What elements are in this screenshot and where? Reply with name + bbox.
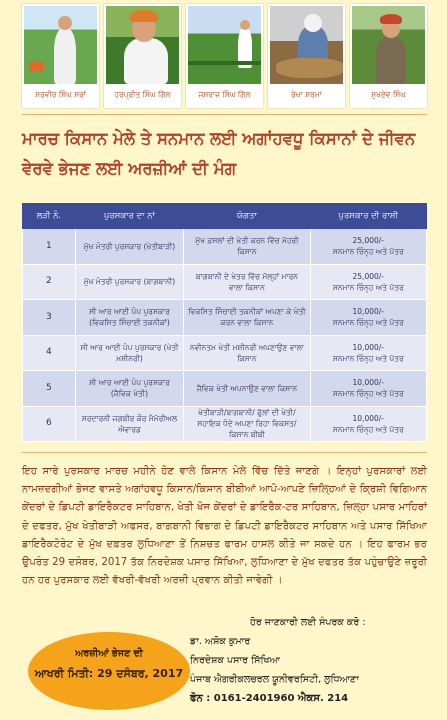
photo-farmer-5 bbox=[350, 4, 427, 108]
cell-prize bbox=[310, 371, 426, 407]
prize-amount: 25,000/- bbox=[352, 236, 384, 246]
cell-prize bbox=[310, 264, 426, 300]
cell-serial: 4 bbox=[23, 335, 76, 371]
prize-amount: 25,000/- bbox=[352, 271, 384, 281]
photo-caption: ਸੁਖਦੇਵ ਸਿੰਘ bbox=[352, 84, 425, 106]
cell-award-name: ਸੀ ਆਰ ਆਈ ਪੰਪ ਪੁਰਸਕਾਰ (ਖੇਤੀ ਮਸ਼ੀਨਰੀ) bbox=[75, 335, 183, 371]
photo-caption: ਜਸਰਾਜ ਸਿੰਘ ਗਿੱਲ bbox=[188, 84, 261, 106]
cell-award-name: ਸਰਦਾਰਨੀ ਜਗਬੀਰ ਕੌਰ ਮੈਮੋਰੀਅਲ ਐਵਾਰਡ bbox=[75, 406, 183, 442]
cell-prize bbox=[310, 229, 426, 265]
contact-lead: ਹੋਰ ਜਾਣਕਾਰੀ ਲਈ ਸੰਪਰਕ ਕਰੋ : bbox=[250, 617, 366, 628]
cell-prize bbox=[310, 335, 426, 371]
table-row bbox=[23, 300, 427, 336]
cell-prize bbox=[310, 406, 426, 442]
divider bbox=[22, 114, 427, 115]
cell-award-name: ਸੀ ਆਰ ਆਈ ਪੰਪ ਪੁਰਸਕਾਰ (ਜੈਵਿਕ ਖੇਤੀ) bbox=[75, 371, 183, 407]
cell-eligibility: ਵਿਕਸਿਤ ਸਿੰਚਾਈ ਤਕਨੀਕਾਂ ਅਪਣਾ ਕੇ ਖੇਤੀ ਕਰਨ ਵਾਲਾ ਕਿਸਾਨ bbox=[184, 300, 310, 336]
table-row bbox=[23, 264, 427, 300]
photo-caption: ਰੇਖਾ ਸ਼ਰਮਾ bbox=[270, 84, 343, 106]
page-title: ਮਾਰਚ ਕਿਸਾਨ ਮੇਲੇ ਤੇ ਸਨਮਾਨ ਲਈ ਅਗਾਂਹਵਧੂ ਕਿਸਾਨਾਂ ਦੇ ਜੀਵਨ ਵੇਰਵੇ ਭੇਜਣ ਲਈ ਅਰਜ਼ੀਆਂ ਦੀ ਮੰਗ bbox=[22, 129, 416, 178]
prize-amount: 10,000/- bbox=[352, 342, 384, 352]
prize-award: ਸਨਮਾਨ ਚਿੰਨ੍ਹ ਅਤੇ ਪੱਤਰ bbox=[332, 318, 404, 328]
contact-block bbox=[190, 613, 430, 708]
deadline-date: ਆਖਰੀ ਮਿਤੀ: 29 ਦਸੰਬਰ, 2017 bbox=[34, 667, 184, 680]
prize-award: ਸਨਮਾਨ ਚਿੰਨ੍ਹ ਅਤੇ ਪੱਤਰ bbox=[332, 353, 404, 363]
cell-serial: 1 bbox=[23, 229, 76, 265]
prize-award: ਸਨਮਾਨ ਚਿੰਨ੍ਹ ਅਤੇ ਪੱਤਰ bbox=[332, 424, 404, 434]
cell-serial: 5 bbox=[23, 371, 76, 407]
contact-phone: ਫੋਨ : 0161-2401960 ਐਕਸ. 214 bbox=[190, 693, 349, 704]
column-header-prize: ਪੁਰਸਕਾਰ ਦੀ ਰਾਸ਼ੀ bbox=[310, 204, 426, 229]
prize-amount: 10,000/- bbox=[352, 307, 384, 317]
column-header-eligibility: ਯੋਗਤਾ bbox=[184, 204, 310, 229]
column-header-serial: ਲੜੀ ਨੰ. bbox=[23, 204, 76, 229]
cell-eligibility: ਨਵੀਨਤਮ ਖੇਤੀ ਮਸ਼ੀਨਰੀ ਅਪਣਾਉਣ ਵਾਲਾ ਕਿਸਾਨ bbox=[184, 335, 310, 371]
contact-designation: ਨਿਰਦੇਸ਼ਕ ਪਸਾਰ ਸਿੱਖਿਆ bbox=[190, 655, 280, 666]
photo-farmer-2 bbox=[104, 4, 181, 108]
cell-award-name: ਮੁੱਖ ਮੰਤਰੀ ਪੁਰਸਕਾਰ (ਖੇਤੀਬਾੜੀ) bbox=[75, 229, 183, 265]
prize-amount: 10,000/- bbox=[352, 378, 384, 388]
table-row bbox=[23, 371, 427, 407]
prize-award: ਸਨਮਾਨ ਚਿੰਨ੍ਹ ਅਤੇ ਪੱਤਰ bbox=[332, 389, 404, 399]
deadline-label: ਅਰਜ਼ੀਆਂ ਭੇਜਣ ਦੀ bbox=[75, 648, 143, 659]
table-row bbox=[23, 229, 427, 265]
photo-farmer-1 bbox=[22, 4, 99, 108]
table-row bbox=[23, 406, 427, 442]
divider bbox=[22, 452, 427, 453]
cell-serial: 3 bbox=[23, 300, 76, 336]
column-header-award-name: ਪੁਰਸਕਾਰ ਦਾ ਨਾਂ bbox=[75, 204, 183, 229]
photo-caption: ਸਰਵੀਰ ਸਿੰਘ ਸਰਾਂ bbox=[24, 84, 97, 106]
photo-farmer-3 bbox=[186, 4, 263, 108]
photo-farmer-4 bbox=[268, 4, 345, 108]
table-header-row bbox=[23, 204, 427, 229]
prize-award: ਸਨਮਾਨ ਚਿੰਨ੍ਹ ਅਤੇ ਪੱਤਰ bbox=[332, 247, 404, 257]
deadline-badge bbox=[28, 632, 190, 710]
cell-eligibility: ਜੈਵਿਕ ਖੇਤੀ ਅਪਨਾਉਣ ਵਾਲਾ ਕਿਸਾਨ bbox=[184, 371, 310, 407]
awards-table bbox=[22, 203, 427, 442]
info-paragraph: ਇਹ ਸਾਰੇ ਪੁਰਸਕਾਰ ਮਾਰਚ ਮਹੀਨੇ ਹੋਣ ਵਾਲੇ ਕਿਸਾਨ ਮੇਲੇ ਵਿੱਚ ਦਿੱਤੇ ਜਾਣਗੇ । ਇਨ੍ਹਾਂ ਪੁਰਸਕਾਰਾਂ ਲਈ ਨਾਮਜ਼ਦਗੀਆਂ ਭੇਜਣ ਵਾਸਤੇ ਅਗਾਂਹਵਧੂ ਕਿਸਾਨ/ਕਿਸਾਨ ਬੀਬੀਆਂ ਆਪੋ-ਆਪਣੇ ਜ਼ਿਲ੍ਹਿਆਂ ਦੇ ਕ੍ਰਿਸ਼ੀ ਵਿਗਿਆਨ ਕੇਂਦਰਾਂ ਦੇ ਡਿਪਟੀ ਡਾਇਰੈਕਟਰ ਸਾਹਿਬਾਨ, ਖੇਤੀ ਖੋਜ ਕੇਂਦਰਾਂ ਦੇ ਡਾਇਰੈਕ-ਟਰ ਸਾਹਿਬਾਨ, ਜ਼ਿਲ੍ਹਾ ਪਸਾਰ ਮਾਹਿਰਾਂ ਦੇ ਦਫਤਰ, ਮੁੱਖ ਖੇਤੀਬਾੜੀ ਅਫਸਰ, ਬਾਗਬਾਨੀ ਵਿਭਾਗ ਦੇ ਡਿਪਟੀ ਡਾਇਰੈਕਟਰ ਸਾਹਿਬਾਨ ਅਤੇ ਪਸਾਰ ਸਿੱਖਿਆ ਡਾਇਰੈਕਟੋਰੇਟ ਦੇ ਮੁੱਖ ਦਫ਼ਤਰ ਲੁਧਿਆਣਾ ਤੋਂ ਨਿਸ਼ਚਤ ਫਾਰਮ ਹਾਸਲ ਕੀਤੇ ਜਾ ਸਕਦੇ ਹਨ । ਇਹ ਫਾਰਮ ਭਰ ਉਪਰੰਤ 29 ਦਸੰਬਰ, 2017 ਤੱਕ ਨਿਰਦੇਸ਼ਕ ਪਸਾਰ ਸਿੱਖਿਆ, ਲੁਧਿਆਣਾ ਦੇ ਮੁੱਖ ਦਫਤਰ ਤੱਕ ਪਹੁੰਚਾਉਣੇ ਜ਼ਰੂਰੀ ਹਨ ਹਰ ਪੁਰਸਕਾਰ ਲਈ ਵੱਖਰੀ-ਵੱਖਰੀ ਅਰਜ਼ੀ ਪ੍ਰਵਾਨ ਕੀਤੀ ਜਾਵੇਗੀ । bbox=[22, 466, 427, 587]
cell-eligibility: ਬਾਗਬਾਨੀ ਦੇ ਖੇਤਰ ਵਿੱਚ ਮੱਲ੍ਹਾਂ ਮਾਰਨ ਵਾਲਾ ਕਿਸਾਨ bbox=[184, 264, 310, 300]
prize-award: ਸਨਮਾਨ ਚਿੰਨ੍ਹ ਅਤੇ ਪੱਤਰ bbox=[332, 282, 404, 292]
cell-eligibility: ਖੇਤੀਬਾੜੀ/ਬਾਗਬਾਨੀ/ ਫੁੱਲਾਂ ਦੀ ਖੇਤੀ/ਸਹਾਇਕ ਧੰਦੇ ਅਪਣਾ ਰਿਹਾ ਵਿਕਸਤ/ਕਿਸਾਨ ਬੀਬੀ bbox=[184, 406, 310, 442]
cell-serial: 6 bbox=[23, 406, 76, 442]
cell-prize bbox=[310, 300, 426, 336]
cell-eligibility: ਮੁੱਖ ਫ਼ਸਲਾਂ ਦੀ ਖੇਤੀ ਕਰਨ ਵਿੱਚ ਮੋਹਰੀ ਕਿਸਾਨ bbox=[184, 229, 310, 265]
prize-amount: 10,000/- bbox=[352, 413, 384, 423]
contact-name: ਡਾ. ਅਸ਼ੋਕ ਕੁਮਾਰ bbox=[190, 636, 251, 647]
photo-strip bbox=[22, 4, 427, 108]
cell-award-name: ਮੁੱਖ ਮੰਤਰੀ ਪੁਰਸਕਾਰ (ਬਾਗਬਾਨੀ) bbox=[75, 264, 183, 300]
cell-serial: 2 bbox=[23, 264, 76, 300]
photo-caption: ਹਰਪ੍ਰੀਤ ਸਿੰਘ ਗਿੱਲ bbox=[106, 84, 179, 106]
contact-university: ਪੰਜਾਬ ਐਗਰੀਕਲਚਰਲ ਯੂਨੀਵਰਸਿਟੀ, ਲੁਧਿਆਣਾ bbox=[190, 674, 359, 685]
table-row bbox=[23, 335, 427, 371]
cell-award-name: ਸੀ ਆਰ ਆਈ ਪੰਪ ਪੁਰਸਕਾਰ (ਵਿਕਸਿਤ ਸਿੰਚਾਈ ਤਕਨੀਕਾਂ) bbox=[75, 300, 183, 336]
